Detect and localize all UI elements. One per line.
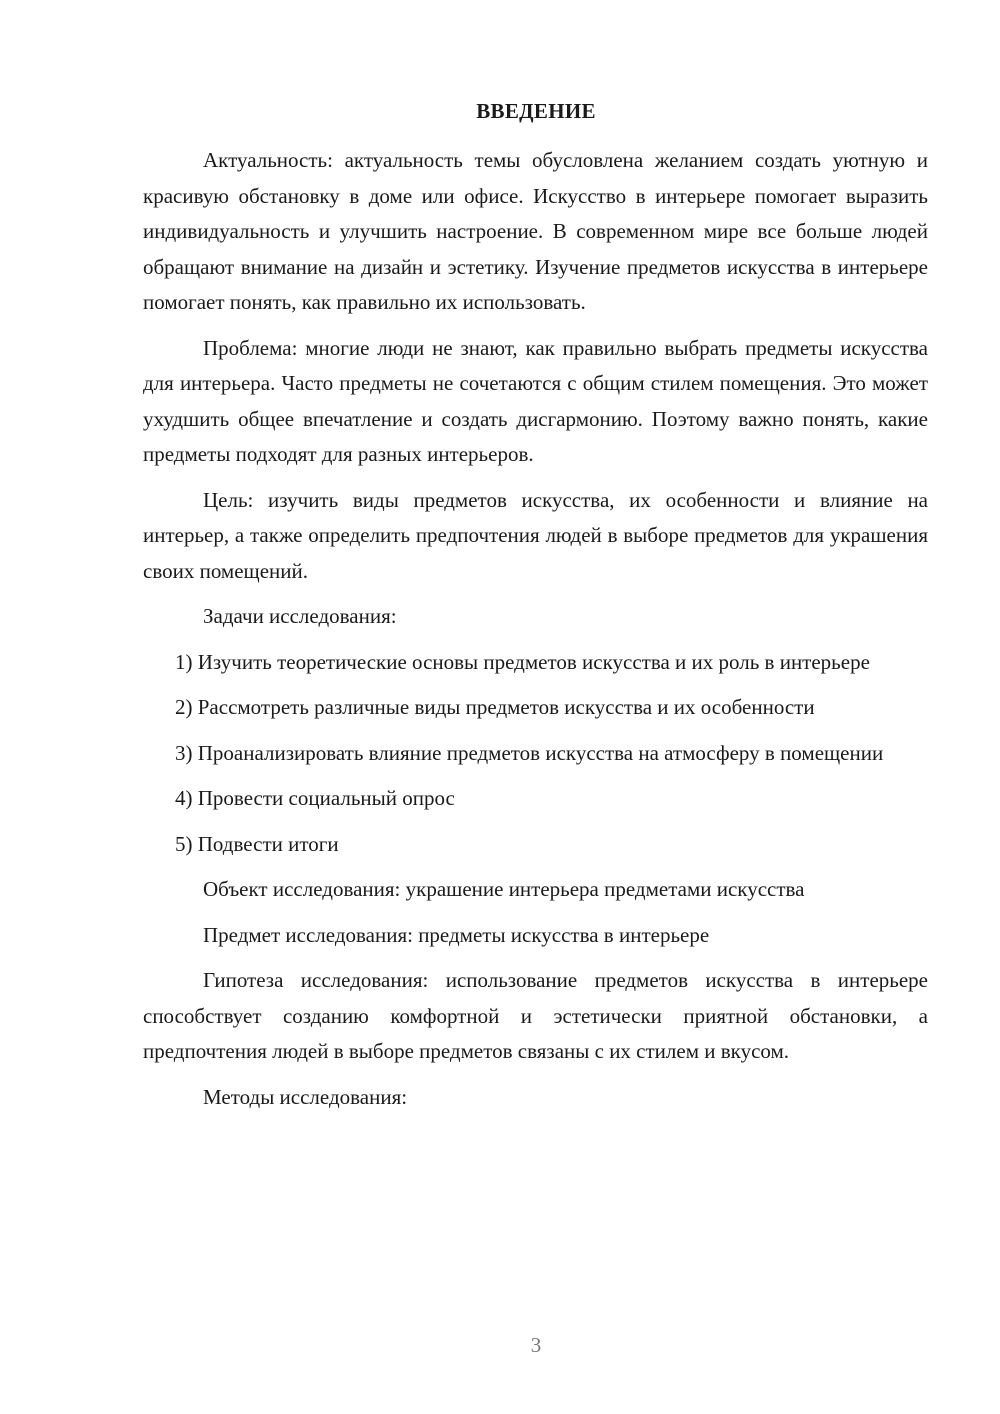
page-number: 3: [530, 1333, 542, 1357]
paragraph-hypothesis: Гипотеза исследования: использование предметов искусства в интерьере способствует созданию комфортной и эстетически приятной обстановки, а предпочтения людей в выборе предметов связаны с их стилем и вкусом.: [143, 968, 928, 1063]
paragraph-problem: Проблема: многие люди не знают, как правильно выбрать предметы искусства для интерьера. Часто предметы не сочетаются с общим стилем помещения. Это может ухудшить общее впечатление и создать дисгармонию. Поэтому важно понять, какие предметы подходят для разных интерьеров.: [143, 335, 928, 466]
page-title: ВВЕДЕНИЕ: [476, 99, 596, 123]
task-item-5: 5) Подвести итоги: [175, 831, 339, 856]
paragraph-relevance: Актуальность: актуальность темы обусловлена желанием создать уютную и красивую обстановку в доме или офисе. Искусство в интерьере помогает выразить индивидуальность и улучшить настроение. В современном мире все больше людей обращают внимание на дизайн и эстетику. Изучение предметов искусства в интерьере помогает понять, как правильно их использовать.: [143, 148, 928, 314]
methods-title: Методы исследования:: [203, 1084, 408, 1109]
task-item-3: 3) Проанализировать влияние предметов искусства на атмосферу в помещении: [175, 740, 884, 765]
tasks-title: Задачи исследования:: [203, 604, 397, 628]
task-item-2: 2) Рассмотреть различные виды предметов искусства и их особенности: [175, 695, 815, 719]
task-item-4: 4) Провести социальный опрос: [175, 786, 455, 810]
task-item-1: 1) Изучить теоретические основы предметов искусства и их роль в интерьере: [175, 649, 870, 674]
paragraph-goal: Цель: изучить виды предметов искусства, их особенности и влияние на интерьер, а также определить предпочтения людей в выборе предметов для украшения своих помещений.: [143, 487, 928, 583]
document-body: [143, 143, 928, 1125]
paragraph-subject: Предмет исследования: предметы искусства в интерьере: [203, 922, 710, 947]
paragraph-object: Объект исследования: украшение интерьера предметами искусства: [203, 877, 805, 901]
